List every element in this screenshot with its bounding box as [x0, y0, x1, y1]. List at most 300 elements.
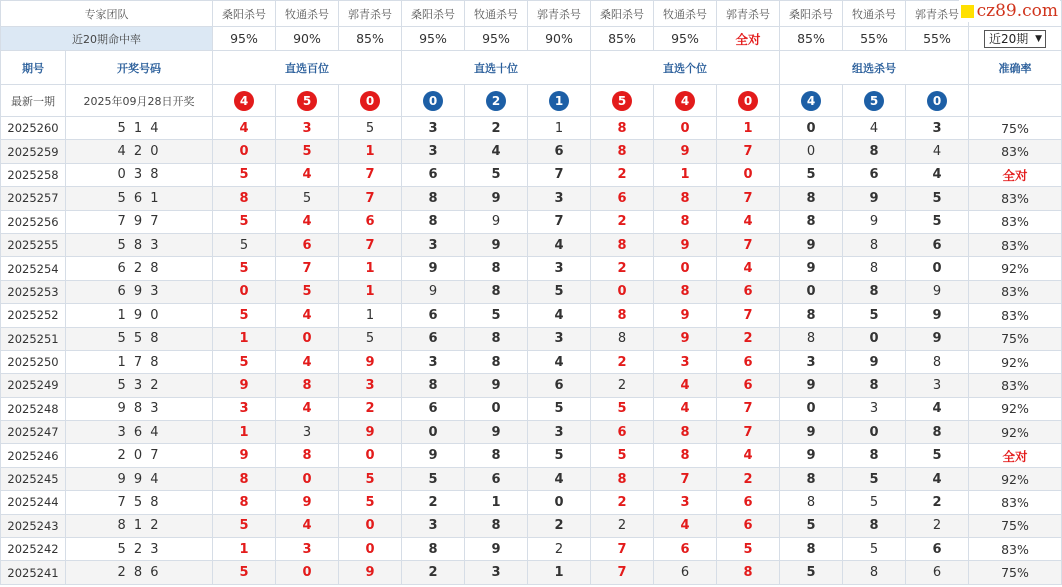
kill-number: 9 — [465, 538, 528, 561]
kill-number: 7 — [528, 163, 591, 186]
kill-number: 9 — [906, 304, 969, 327]
accuracy-rate: 83% — [969, 210, 1062, 233]
kill-number: 6 — [465, 467, 528, 490]
kill-number: 0 — [276, 467, 339, 490]
accuracy-rate: 75% — [969, 561, 1062, 584]
kill-number: 9 — [843, 210, 906, 233]
expert-name: 桑阳杀号 — [213, 1, 276, 27]
kill-number: 8 — [906, 421, 969, 444]
kill-number: 5 — [213, 257, 276, 280]
kill-number: 4 — [528, 350, 591, 373]
kill-number: 4 — [528, 304, 591, 327]
kill-number: 8 — [906, 350, 969, 373]
kill-number: 9 — [780, 257, 843, 280]
kill-number: 8 — [276, 444, 339, 467]
kill-number: 5 — [717, 538, 780, 561]
latest-ball-cell — [591, 85, 654, 117]
accuracy-rate: 83% — [969, 304, 1062, 327]
hit-rate: 95% — [654, 27, 717, 51]
kill-number: 7 — [339, 233, 402, 256]
kill-number: 3 — [528, 257, 591, 280]
kill-number: 8 — [780, 187, 843, 210]
kill-number: 9 — [465, 210, 528, 233]
latest-ball-cell — [654, 85, 717, 117]
kill-number: 4 — [654, 397, 717, 420]
latest-row — [1, 85, 1062, 117]
kill-number: 8 — [465, 280, 528, 303]
issue-number: 2025246 — [1, 444, 66, 467]
issue-number: 2025250 — [1, 350, 66, 373]
kill-number: 9 — [339, 421, 402, 444]
hit-rate-label: 近20期命中率 — [1, 27, 213, 51]
kill-number: 3 — [528, 187, 591, 210]
kill-number: 3 — [654, 350, 717, 373]
kill-number: 5 — [213, 304, 276, 327]
kill-number: 8 — [402, 374, 465, 397]
kill-number: 8 — [591, 327, 654, 350]
kill-number: 9 — [402, 280, 465, 303]
kill-number: 5 — [843, 491, 906, 514]
kill-number: 6 — [402, 304, 465, 327]
kill-number: 0 — [213, 140, 276, 163]
kill-number: 3 — [906, 117, 969, 140]
draw-number: 2 0 7 — [66, 444, 213, 467]
table-row — [1, 467, 1062, 490]
issue-number: 2025242 — [1, 538, 66, 561]
expert-name: 牧通杀号 — [276, 1, 339, 27]
table-row — [1, 327, 1062, 350]
latest-ball: 4 — [801, 91, 821, 111]
kill-number: 0 — [402, 421, 465, 444]
kill-number: 3 — [402, 117, 465, 140]
draw-number: 5 3 2 — [66, 374, 213, 397]
kill-number: 8 — [591, 140, 654, 163]
hit-rate: 95% — [402, 27, 465, 51]
kill-number: 7 — [717, 140, 780, 163]
hit-rate: 全对 — [717, 27, 780, 51]
kill-number: 6 — [717, 374, 780, 397]
kill-number: 9 — [465, 233, 528, 256]
latest-ball: 4 — [234, 91, 254, 111]
kill-number: 5 — [339, 491, 402, 514]
expert-name: 郭青杀号 — [906, 1, 969, 27]
kill-number: 2 — [591, 374, 654, 397]
hit-rate: 85% — [780, 27, 843, 51]
kill-number: 0 — [276, 561, 339, 584]
kill-number: 9 — [780, 421, 843, 444]
kill-number: 5 — [339, 117, 402, 140]
issue-number: 2025253 — [1, 280, 66, 303]
accuracy-rate: 92% — [969, 350, 1062, 373]
kill-number: 8 — [465, 444, 528, 467]
kill-number: 0 — [906, 257, 969, 280]
kill-number: 8 — [717, 561, 780, 584]
kill-number: 4 — [528, 467, 591, 490]
kill-number: 0 — [276, 327, 339, 350]
kill-number: 4 — [276, 514, 339, 537]
kill-number: 9 — [465, 187, 528, 210]
kill-number: 8 — [780, 210, 843, 233]
kill-number: 5 — [906, 187, 969, 210]
latest-ball: 5 — [297, 91, 317, 111]
table-row — [1, 397, 1062, 420]
hit-rate: 90% — [276, 27, 339, 51]
kill-number: 6 — [402, 397, 465, 420]
kill-number: 0 — [465, 397, 528, 420]
kill-number: 3 — [654, 491, 717, 514]
kill-number: 8 — [213, 491, 276, 514]
kill-number: 0 — [654, 117, 717, 140]
kill-number: 4 — [906, 140, 969, 163]
draw-number: 3 6 4 — [66, 421, 213, 444]
col-tens: 直选十位 — [402, 51, 591, 85]
kill-number: 1 — [717, 117, 780, 140]
kill-number: 5 — [213, 514, 276, 537]
accuracy-rate: 全对 — [969, 163, 1062, 186]
kill-number: 5 — [276, 140, 339, 163]
table-row — [1, 163, 1062, 186]
kill-number: 1 — [213, 538, 276, 561]
kill-number: 8 — [465, 257, 528, 280]
table-row — [1, 117, 1062, 140]
kill-number: 5 — [906, 444, 969, 467]
latest-label: 最新一期 — [1, 85, 66, 117]
issue-number: 2025245 — [1, 467, 66, 490]
kill-number: 0 — [339, 444, 402, 467]
kill-number: 5 — [339, 467, 402, 490]
kill-number: 9 — [402, 257, 465, 280]
issue-number: 2025257 — [1, 187, 66, 210]
latest-ball: 5 — [612, 91, 632, 111]
kill-number: 0 — [843, 327, 906, 350]
kill-number: 6 — [717, 514, 780, 537]
kill-number: 8 — [843, 514, 906, 537]
kill-number: 4 — [717, 210, 780, 233]
draw-number: 9 8 3 — [66, 397, 213, 420]
latest-ball-cell — [339, 85, 402, 117]
kill-number: 9 — [339, 561, 402, 584]
expert-name: 郭青杀号 — [528, 1, 591, 27]
latest-ball-cell — [906, 85, 969, 117]
issue-number: 2025259 — [1, 140, 66, 163]
kill-number: 3 — [843, 397, 906, 420]
expert-name: 牧通杀号 — [654, 1, 717, 27]
kill-number: 5 — [213, 163, 276, 186]
kill-number: 6 — [276, 233, 339, 256]
kill-number: 5 — [528, 397, 591, 420]
issue-number: 2025249 — [1, 374, 66, 397]
kill-number: 4 — [906, 397, 969, 420]
kill-number: 7 — [276, 257, 339, 280]
kill-number: 7 — [339, 187, 402, 210]
hit-rate: 90% — [528, 27, 591, 51]
accuracy-rate: 全对 — [969, 444, 1062, 467]
kill-number: 6 — [339, 210, 402, 233]
kill-number: 6 — [654, 561, 717, 584]
latest-ball: 1 — [549, 91, 569, 111]
kill-number: 0 — [339, 538, 402, 561]
accuracy-rate: 75% — [969, 327, 1062, 350]
kill-number: 4 — [465, 140, 528, 163]
col-accuracy: 准确率 — [969, 51, 1062, 85]
draw-number: 7 9 7 — [66, 210, 213, 233]
table-row — [1, 514, 1062, 537]
kill-number: 5 — [213, 350, 276, 373]
kill-number: 5 — [843, 538, 906, 561]
issue-number: 2025256 — [1, 210, 66, 233]
kill-number: 5 — [213, 210, 276, 233]
latest-ball-cell — [213, 85, 276, 117]
kill-number: 8 — [780, 304, 843, 327]
kill-number: 8 — [780, 467, 843, 490]
latest-ball-cell — [276, 85, 339, 117]
issue-number: 2025260 — [1, 117, 66, 140]
table-row — [1, 561, 1062, 584]
kill-number: 3 — [528, 327, 591, 350]
kill-number: 6 — [717, 491, 780, 514]
accuracy-rate: 92% — [969, 467, 1062, 490]
accuracy-rate: 83% — [969, 374, 1062, 397]
kill-number: 6 — [843, 163, 906, 186]
kill-number: 5 — [528, 280, 591, 303]
kill-number: 8 — [591, 467, 654, 490]
kill-number: 4 — [213, 117, 276, 140]
kill-number: 7 — [717, 304, 780, 327]
kill-number: 2 — [402, 491, 465, 514]
column-header-row — [1, 51, 1062, 85]
kill-number: 6 — [402, 327, 465, 350]
accuracy-rate: 83% — [969, 491, 1062, 514]
kill-number: 7 — [339, 163, 402, 186]
kill-number: 5 — [528, 444, 591, 467]
accuracy-rate: 92% — [969, 257, 1062, 280]
logo-square-icon — [961, 5, 974, 18]
latest-ball: 0 — [738, 91, 758, 111]
kill-number: 5 — [465, 304, 528, 327]
kill-number: 5 — [402, 467, 465, 490]
accuracy-rate: 75% — [969, 117, 1062, 140]
kill-number: 0 — [780, 140, 843, 163]
period-select-value: 近20期 — [989, 31, 1029, 46]
kill-number: 8 — [465, 327, 528, 350]
kill-number: 6 — [402, 163, 465, 186]
kill-number: 6 — [906, 233, 969, 256]
kill-number: 1 — [213, 327, 276, 350]
kill-number: 9 — [906, 280, 969, 303]
kill-number: 3 — [465, 561, 528, 584]
table-row — [1, 491, 1062, 514]
kill-number: 3 — [276, 538, 339, 561]
kill-number: 8 — [843, 140, 906, 163]
kill-number: 7 — [717, 187, 780, 210]
accuracy-rate: 83% — [969, 233, 1062, 256]
latest-ball: 4 — [675, 91, 695, 111]
latest-ball: 5 — [864, 91, 884, 111]
accuracy-rate: 75% — [969, 514, 1062, 537]
kill-number: 9 — [213, 444, 276, 467]
kill-number: 8 — [654, 280, 717, 303]
kill-number: 6 — [591, 421, 654, 444]
table-row — [1, 350, 1062, 373]
kill-number: 3 — [402, 233, 465, 256]
kill-number: 4 — [276, 304, 339, 327]
kill-number: 9 — [402, 444, 465, 467]
kill-number: 9 — [654, 233, 717, 256]
kill-number: 2 — [906, 514, 969, 537]
period-select-cell — [969, 27, 1062, 51]
kill-number: 4 — [528, 233, 591, 256]
issue-number: 2025254 — [1, 257, 66, 280]
kill-number: 1 — [528, 117, 591, 140]
kill-number: 6 — [528, 374, 591, 397]
kill-number: 5 — [780, 163, 843, 186]
issue-number: 2025244 — [1, 491, 66, 514]
kill-number: 4 — [276, 397, 339, 420]
kill-number: 5 — [843, 467, 906, 490]
kill-number: 8 — [591, 304, 654, 327]
draw-number: 5 2 3 — [66, 538, 213, 561]
kill-number: 2 — [339, 397, 402, 420]
kill-number: 2 — [591, 491, 654, 514]
kill-number: 3 — [339, 374, 402, 397]
latest-ball-cell — [843, 85, 906, 117]
col-hundreds: 直选百位 — [213, 51, 402, 85]
kill-number: 9 — [780, 233, 843, 256]
kill-number: 0 — [213, 280, 276, 303]
kill-number: 4 — [717, 444, 780, 467]
latest-rate-cell — [969, 85, 1062, 117]
kill-number: 7 — [654, 467, 717, 490]
kill-number: 4 — [276, 210, 339, 233]
kill-number: 5 — [591, 397, 654, 420]
hit-rate: 95% — [213, 27, 276, 51]
col-units: 直选个位 — [591, 51, 780, 85]
kill-number: 8 — [402, 210, 465, 233]
kill-number: 3 — [780, 350, 843, 373]
kill-number: 1 — [339, 140, 402, 163]
kill-number: 9 — [339, 350, 402, 373]
draw-number: 5 1 4 — [66, 117, 213, 140]
latest-draw-date: 2025年09月28日开奖 — [66, 85, 213, 117]
kill-number: 8 — [843, 444, 906, 467]
kill-number: 8 — [654, 210, 717, 233]
table-row — [1, 304, 1062, 327]
kill-number: 0 — [528, 491, 591, 514]
kill-number: 6 — [654, 538, 717, 561]
accuracy-rate: 83% — [969, 140, 1062, 163]
kill-number: 5 — [780, 561, 843, 584]
latest-ball-cell — [780, 85, 843, 117]
issue-number: 2025251 — [1, 327, 66, 350]
kill-number: 7 — [528, 210, 591, 233]
kill-number: 9 — [906, 327, 969, 350]
expert-name: 郭青杀号 — [717, 1, 780, 27]
kill-number: 8 — [843, 374, 906, 397]
latest-ball: 2 — [486, 91, 506, 111]
kill-number: 5 — [213, 561, 276, 584]
kill-number: 4 — [276, 163, 339, 186]
draw-number: 9 9 4 — [66, 467, 213, 490]
kill-number: 6 — [906, 561, 969, 584]
expert-name: 桑阳杀号 — [780, 1, 843, 27]
kill-number: 9 — [465, 421, 528, 444]
issue-number: 2025241 — [1, 561, 66, 584]
hit-rate: 55% — [843, 27, 906, 51]
col-issue: 期号 — [1, 51, 66, 85]
kill-number: 4 — [654, 514, 717, 537]
kill-number: 8 — [213, 187, 276, 210]
latest-ball-cell — [465, 85, 528, 117]
hit-rate-row — [1, 27, 1062, 51]
kill-number: 4 — [717, 257, 780, 280]
draw-number: 5 5 8 — [66, 327, 213, 350]
kill-number: 8 — [654, 187, 717, 210]
kill-number: 3 — [402, 514, 465, 537]
kill-number: 9 — [780, 444, 843, 467]
accuracy-rate: 92% — [969, 397, 1062, 420]
kill-number: 7 — [591, 538, 654, 561]
kill-number: 8 — [654, 444, 717, 467]
hit-rate: 85% — [339, 27, 402, 51]
kill-number: 6 — [591, 187, 654, 210]
expert-name: 桑阳杀号 — [402, 1, 465, 27]
kill-number: 8 — [843, 233, 906, 256]
kill-number: 8 — [402, 538, 465, 561]
draw-number: 8 1 2 — [66, 514, 213, 537]
draw-number: 7 5 8 — [66, 491, 213, 514]
hit-rate: 85% — [591, 27, 654, 51]
latest-ball: 0 — [927, 91, 947, 111]
kill-number: 6 — [717, 280, 780, 303]
kill-number: 3 — [402, 350, 465, 373]
draw-number: 6 2 8 — [66, 257, 213, 280]
kill-number: 8 — [843, 257, 906, 280]
kill-number: 8 — [780, 538, 843, 561]
kill-number: 3 — [528, 421, 591, 444]
kill-number: 6 — [717, 350, 780, 373]
table-row — [1, 374, 1062, 397]
kill-number: 8 — [654, 421, 717, 444]
kill-number: 4 — [654, 374, 717, 397]
kill-number: 7 — [591, 561, 654, 584]
kill-number: 8 — [465, 350, 528, 373]
kill-number: 2 — [528, 514, 591, 537]
latest-ball: 0 — [360, 91, 380, 111]
draw-number: 1 9 0 — [66, 304, 213, 327]
kill-number: 2 — [591, 257, 654, 280]
kill-number: 8 — [843, 280, 906, 303]
hit-rate: 95% — [465, 27, 528, 51]
expert-name: 牧通杀号 — [465, 1, 528, 27]
latest-ball-cell — [717, 85, 780, 117]
kill-number: 9 — [213, 374, 276, 397]
kill-number: 5 — [276, 280, 339, 303]
watermark-text: cz89.com — [976, 1, 1058, 21]
kill-number: 9 — [654, 140, 717, 163]
kill-number: 1 — [339, 280, 402, 303]
kill-number: 0 — [780, 397, 843, 420]
col-combo: 组选杀号 — [780, 51, 969, 85]
draw-number: 2 8 6 — [66, 561, 213, 584]
kill-number: 8 — [276, 374, 339, 397]
kill-number: 2 — [591, 514, 654, 537]
latest-ball-cell — [528, 85, 591, 117]
kill-number: 8 — [843, 561, 906, 584]
kill-number: 9 — [843, 350, 906, 373]
kill-number: 9 — [276, 491, 339, 514]
table-row — [1, 257, 1062, 280]
period-select[interactable] — [984, 30, 1046, 48]
